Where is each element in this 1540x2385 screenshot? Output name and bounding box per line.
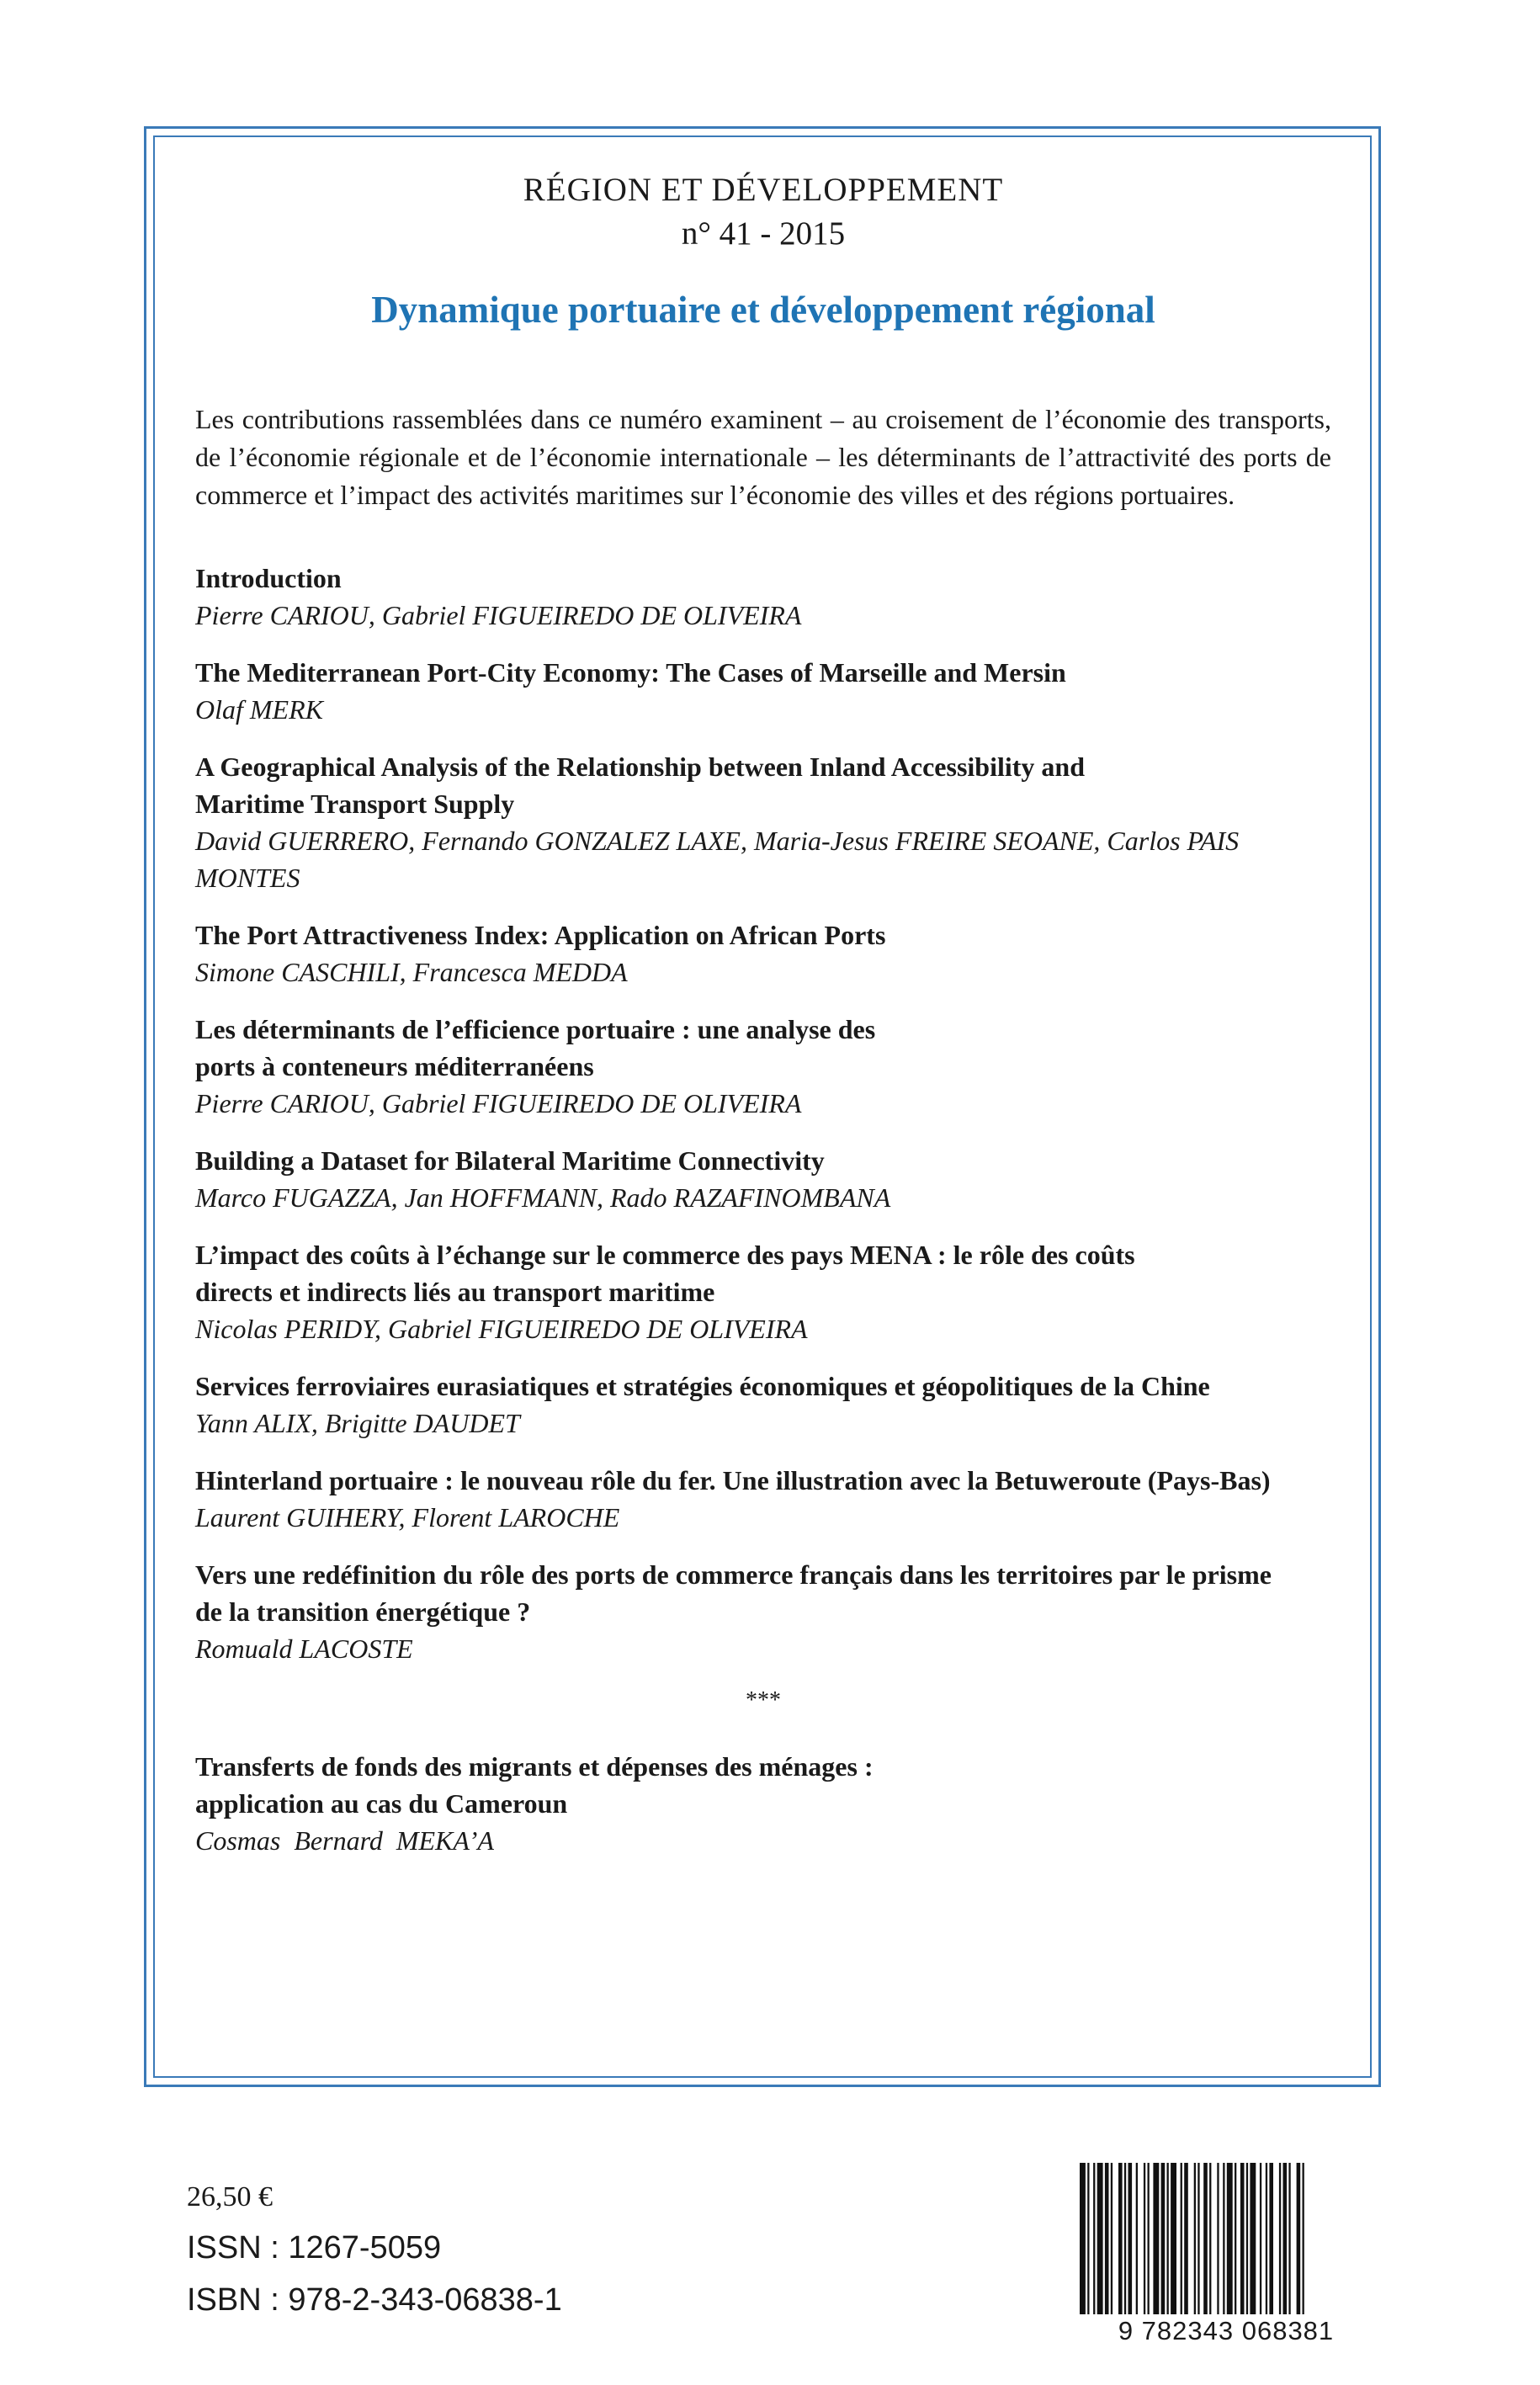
- entry-title: Introduction: [195, 563, 342, 593]
- toc-entry-extra: [195, 1748, 1331, 1859]
- barcode-bar: [1118, 2163, 1123, 2314]
- barcode-icon: [1075, 2163, 1378, 2314]
- barcode-bar: [1303, 2163, 1304, 2314]
- barcode-bar: [1288, 2163, 1290, 2314]
- barcode-bar: [1260, 2163, 1261, 2314]
- barcode-bar: [1111, 2163, 1113, 2314]
- barcode-bar: [1136, 2163, 1138, 2314]
- price: 26,50 €: [187, 2181, 273, 2212]
- entry-title: The Port Attractiveness Index: Application on African Ports: [195, 920, 886, 950]
- barcode-bar: [1093, 2163, 1095, 2314]
- barcode-bar: [1105, 2163, 1109, 2314]
- barcode-bar: [1167, 2163, 1169, 2314]
- toc-entry: [195, 1462, 1331, 1536]
- entry-title: Hinterland portuaire : le nouveau rôle du fer. Une illustration avec la Betuweroute (Pays-Bas): [195, 1465, 1271, 1495]
- barcode-bar: [1269, 2163, 1273, 2314]
- entry-title: A Geographical Analysis of the Relationship between Inland Accessibility and Maritime Transport Supply: [195, 752, 1086, 819]
- entry-authors: Romuald LACOSTE: [195, 1633, 413, 1664]
- barcode-bar: [1227, 2163, 1233, 2314]
- entry-title: The Mediterranean Port-City Economy: The Cases of Marseille and Mersin: [195, 657, 1066, 688]
- barcode-bar: [1240, 2163, 1245, 2314]
- cover-content: [195, 168, 1331, 1879]
- entry-title: Transferts de fonds des migrants et dépenses des ménages : application au cas du Cameroun: [195, 1751, 874, 1819]
- entry-authors: Pierre CARIOU, Gabriel FIGUEIREDO DE OLIVEIRA: [195, 600, 802, 630]
- barcode-bar: [1097, 2163, 1103, 2314]
- toc-entry: [195, 654, 1331, 728]
- toc-entry: [195, 1236, 1331, 1347]
- barcode-bar: [1279, 2163, 1281, 2314]
- barcode-bar: [1181, 2163, 1182, 2314]
- barcode-digits: 9 782343 068381: [1118, 2316, 1335, 2345]
- issn: ISSN : 1267-5059: [187, 2230, 442, 2265]
- entry-title: Services ferroviaires eurasiatiques et stratégies économiques et géopolitiques de la Chine: [195, 1371, 1210, 1401]
- section-separator: ***: [746, 1687, 781, 1713]
- issue-number: n° 41 - 2015: [681, 215, 846, 252]
- entry-authors: Yann ALIX, Brigitte DAUDET: [195, 1408, 520, 1438]
- toc-entry: [195, 560, 1331, 634]
- entry-title: Building a Dataset for Bilateral Maritime Connectivity: [195, 1145, 825, 1176]
- barcode-bar: [1153, 2163, 1159, 2314]
- intro-paragraph: Les contributions rassemblées dans ce numéro examinent – au croisement de l’économie des transports, de l’économie régionale et de l’économie internationale – les déterminants de l’attractivité des ports de commerce et l’impact des activités maritimes sur l’économie des villes et des régions portuaires.: [195, 404, 1331, 510]
- toc-entry: [195, 1368, 1331, 1442]
- barcode-bar: [1209, 2163, 1211, 2314]
- barcode-bar: [1124, 2163, 1126, 2314]
- barcode-bar: [1128, 2163, 1133, 2314]
- barcode-bar: [1235, 2163, 1236, 2314]
- barcode-bar: [1080, 2163, 1086, 2314]
- entry-title: L’impact des coûts à l’échange sur le commerce des pays MENA : le rôle des coûts directs et indirects liés au transport maritime: [195, 1240, 1135, 1307]
- entry-authors: Laurent GUIHERY, Florent LAROCHE: [195, 1502, 620, 1532]
- isbn: ISBN : 978-2-343-06838-1: [187, 2282, 562, 2318]
- entry-title: Vers une redéfinition du rôle des ports de commerce français dans les territoires par le prisme de la transition énergétique ?: [195, 1559, 1272, 1627]
- toc-entry: [195, 1011, 1331, 1122]
- barcode-bar: [1144, 2163, 1145, 2314]
- barcode-bar: [1148, 2163, 1150, 2314]
- entry-authors: Olaf MERK: [195, 694, 323, 725]
- barcode-bar: [1171, 2163, 1176, 2314]
- barcode-bar: [1266, 2163, 1267, 2314]
- entry-title: Les déterminants de l’efficience portuaire : une analyse des ports à conteneurs méditerranéens: [195, 1014, 876, 1081]
- barcode-bar: [1194, 2163, 1196, 2314]
- barcode-bar: [1217, 2163, 1219, 2314]
- entry-authors: Pierre CARIOU, Gabriel FIGUEIREDO DE OLIVEIRA: [195, 1088, 802, 1118]
- barcode-bar: [1184, 2163, 1188, 2314]
- barcode-bar: [1250, 2163, 1256, 2314]
- issue-title: Dynamique portuaire et développement régional: [371, 289, 1155, 331]
- barcode-bar: [1297, 2163, 1301, 2314]
- toc-entry: [195, 1142, 1331, 1216]
- journal-title: RÉGION ET DÉVELOPPEMENT: [523, 172, 1004, 208]
- entry-authors: Nicolas PERIDY, Gabriel FIGUEIREDO DE OLIVEIRA: [195, 1314, 808, 1344]
- toc-entry: [195, 916, 1331, 991]
- toc-entry: [195, 1556, 1331, 1667]
- barcode-bar: [1203, 2163, 1208, 2314]
- table-of-contents: [195, 560, 1331, 1859]
- barcode-bar: [1246, 2163, 1248, 2314]
- entry-authors: David GUERRERO, Fernando GONZALEZ LAXE, Maria-Jesus FREIRE SEOANE, Carlos PAIS MONTES: [195, 826, 1240, 893]
- entry-authors: Simone CASCHILI, Francesca MEDDA: [195, 957, 628, 987]
- barcode-bar: [1223, 2163, 1224, 2314]
- barcode-bar: [1283, 2163, 1288, 2314]
- toc-entry: [195, 748, 1331, 896]
- barcode-bar: [1161, 2163, 1166, 2314]
- barcode-bar: [1087, 2163, 1089, 2314]
- entry-authors: Marco FUGAZZA, Jan HOFFMANN, Rado RAZAFINOMBANA: [195, 1182, 891, 1213]
- entry-authors: Cosmas Bernard MEKA’A: [195, 1825, 494, 1856]
- barcode-bar: [1197, 2163, 1199, 2314]
